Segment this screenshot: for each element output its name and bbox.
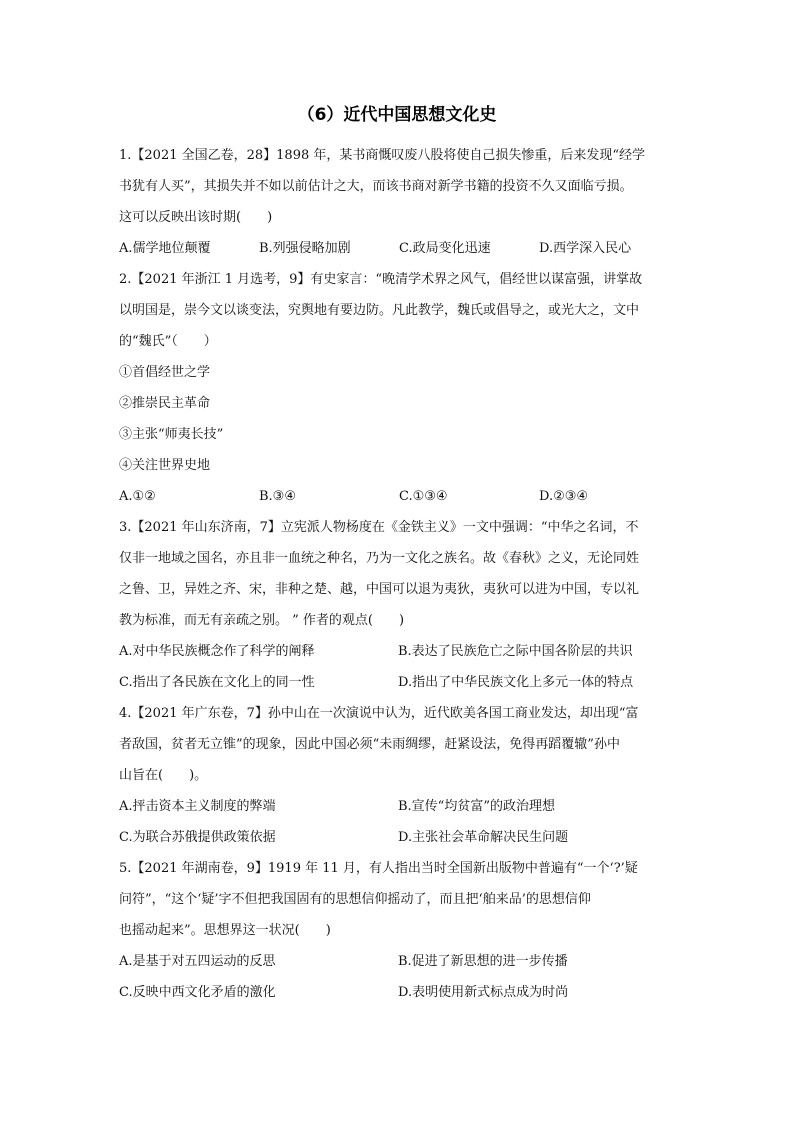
option-c: C.为联合苏俄提供政策依据	[119, 830, 276, 845]
question-text-line: 5.【2021 年湖南卷，9】1919 年 11 月，有人指出当时全国新出版物中普遍有“一个‘?’疑	[119, 861, 638, 876]
option-a: A.儒学地位颠覆	[119, 241, 211, 256]
option-d: D.表明使用新式标点成为时尚	[398, 985, 569, 1000]
option-d: D.主张社会革命解决民生问题	[398, 830, 569, 845]
options-row	[119, 233, 679, 264]
option-a: A.抨击资本主义制度的弊端	[119, 799, 276, 814]
option-b: B.宣传“均贫富”的政治理想	[398, 799, 555, 814]
question-3	[119, 512, 679, 698]
question-text-line: 山旨在( )。	[119, 768, 208, 783]
options-row	[119, 822, 679, 853]
sub-item-2: ②推崇民主革命	[119, 396, 211, 411]
options-row	[119, 481, 679, 512]
option-c: C.政局变化迅速	[399, 241, 491, 256]
option-c: C.反映中西文化矛盾的激化	[119, 985, 276, 1000]
question-text-line: 也摇动起来”。思想界这一状况( )	[119, 923, 331, 938]
option-b: B.促进了新思想的进一步传播	[398, 954, 568, 969]
question-text-line: 4.【2021 年广东卷，7】孙中山在一次演说中认为，近代欧美各国工商业发达，却出现“富	[119, 706, 639, 721]
sub-item-3: ③主张“师夷长技”	[119, 427, 224, 442]
options-row	[119, 977, 679, 1008]
option-d: D.②③④	[539, 489, 589, 504]
question-text-line: 2.【2021 年浙江 1 月选考，9】有史家言：“晚清学术界之风气，倡经世以谋富强，讲掌故	[119, 272, 643, 287]
question-text-line: 者敌国，贫者无立锥”的现象，因此中国必须“未雨绸缪，赶紧设法，免得再蹈覆辙”孙中	[119, 737, 620, 752]
question-text-line: 1.【2021 全国乙卷，28】1898 年，某书商慨叹废八股将使自己损失惨重，后来发现“经学	[119, 148, 646, 163]
option-a: A.对中华民族概念作了科学的阐释	[119, 644, 315, 659]
option-a: A.①②	[119, 489, 156, 504]
option-a: A.是基于对五四运动的反思	[119, 954, 276, 969]
question-text-line: 这可以反映出该时期( )	[119, 210, 273, 225]
options-row	[119, 667, 679, 698]
option-c: C.指出了各民族在文化上的同一性	[119, 675, 315, 690]
question-text-line: 书犹有人买”，其损失并不如以前估计之大，而该书商对新学书籍的投资不久又面临亏损。	[119, 179, 633, 194]
question-text-line: 的“魏氏”（ ）	[119, 334, 217, 349]
option-b: B.列强侵略加剧	[259, 241, 351, 256]
option-b: B.③④	[259, 489, 296, 504]
sub-item-4: ④关注世界史地	[119, 458, 211, 473]
option-b: B.表达了民族危亡之际中国各阶层的共识	[398, 644, 633, 659]
question-4	[119, 698, 679, 853]
question-text-line: 3.【2021 年山东济南，7】立宪派人物杨度在《金铁主义》一文中强调：“中华之名词，不	[119, 520, 639, 535]
page-title: （6）近代中国思想文化史	[297, 105, 497, 125]
question-2	[119, 264, 679, 512]
question-text-line: 以明国是，崇今文以谈变法，究舆地有要边防。凡此教学，魏氏或倡导之，或光大之，文中	[119, 303, 640, 318]
question-text-line: 问符”，“这个‘疑’字不但把我国固有的思想信仰摇动了，而且把‘舶来品’的思想信仰	[119, 892, 591, 907]
question-5	[119, 853, 679, 1008]
sub-item-1: ①首倡经世之学	[119, 365, 211, 380]
question-text-line: 之鲁、卫，异姓之齐、宋，非种之楚、越，中国可以退为夷狄，夷狄可以进为中国，专以礼	[119, 582, 640, 597]
question-1	[119, 140, 679, 264]
option-d: D.西学深入民心	[539, 241, 632, 256]
options-row	[119, 636, 679, 667]
option-c: C.①③④	[399, 489, 448, 504]
options-row	[119, 946, 679, 977]
question-text-line: 仅非一地域之国名，亦且非一血统之种名，乃为一文化之族名。故《春秋》之义，无论同姓	[119, 551, 640, 566]
options-row	[119, 791, 679, 822]
question-text-line: 教为标准，而无有亲疏之别。 ” 作者的观点( )	[119, 613, 405, 628]
option-d: D.指出了中华民族文化上多元一体的特点	[398, 675, 634, 690]
question-list	[119, 140, 679, 1008]
